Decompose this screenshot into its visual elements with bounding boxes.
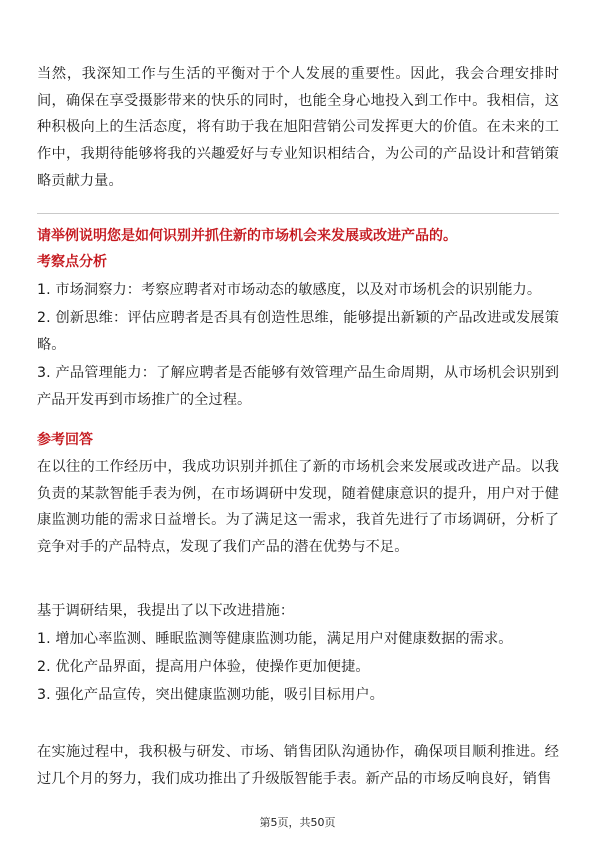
measure-item-2: 2. 优化产品界面，提高用户体验，使操作更加便捷。 <box>37 659 370 675</box>
answer-paragraph-1: 在以往的工作经历中，我成功识别并抓住了新的市场机会来发展或改进产品。以我负责的某款智能手表为例，在市场调研中发现，随着健康意识的提升，用户对于健康监测功能的需求日益增长。为了满足这一需求，我首先进行了市场调研，分析了竞争对手的产品特点，发现了我们产品的潜在优势与不足。 <box>37 459 559 556</box>
analysis-point-1: 1. 市场洞察力：考察应聘者对市场动态的敏感度，以及对市场机会的识别能力。 <box>37 282 542 298</box>
measure-item-3: 3. 强化产品宣传，突出健康监测功能，吸引目标用户。 <box>37 687 384 703</box>
measure-item-1: 1. 增加心率监测、睡眠监测等健康监测功能，满足用户对健康数据的需求。 <box>37 631 513 647</box>
analysis-point-2: 2. 创新思维：评估应聘者是否具有创造性思维，能够提出新颖的产品改进或发展策略。 <box>37 310 559 353</box>
intro-paragraph: 当然，我深知工作与生活的平衡对于个人发展的重要性。因此，我会合理安排时间，确保在享受摄影带来的快乐的同时，也能全身心地投入到工作中。我相信，这种积极向上的生活态度，将有助于我在旭阳营销公司发挥更大的价值。在未来的工作中，我期待能够将我的兴趣爱好与专业知识相结合，为公司的产品设计和营销策略贡献力量。 <box>37 66 559 189</box>
answer-heading: 参考回答 <box>37 432 93 448</box>
analysis-point-3: 3. 产品管理能力：了解应聘者是否能够有效管理产品生命周期，从市场机会识别到产品开发再到市场推广的全过程。 <box>37 365 559 408</box>
measures-intro: 基于调研结果，我提出了以下改进措施： <box>37 603 295 619</box>
answer-paragraph-2: 在实施过程中，我积极与研发、市场、销售团队沟通协作，确保项目顺利推进。经过几个月的努力，我们成功推出了升级版智能手表。新产品的市场反响良好，销售 <box>37 744 559 787</box>
question-title: 请举例说明您是如何识别并抓住新的市场机会来发展或改进产品的。 <box>37 228 457 244</box>
section-divider <box>37 213 559 214</box>
analysis-heading: 考察点分析 <box>37 254 107 270</box>
page-number: 第5页，共50页 <box>259 816 336 829</box>
